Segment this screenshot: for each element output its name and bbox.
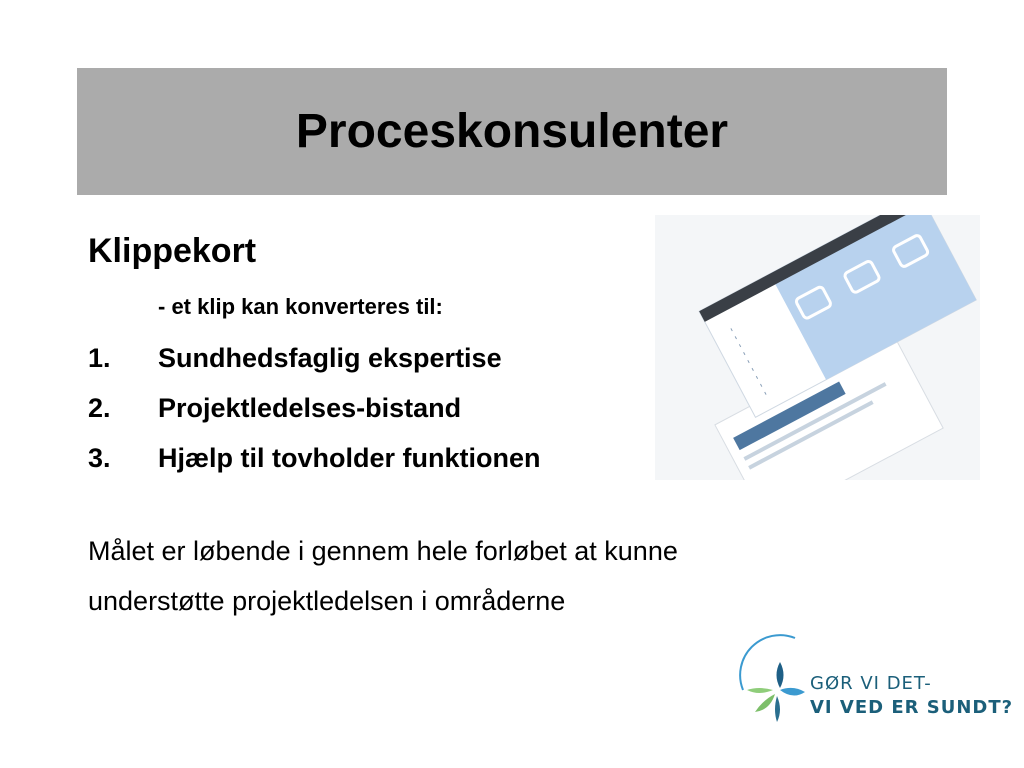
body-paragraph (88, 526, 908, 626)
list-text: Projektledelses-bistand (158, 392, 462, 423)
list-item (88, 333, 540, 383)
option-list (88, 333, 540, 483)
list-text: Hjælp til tovholder funktionen (158, 442, 541, 473)
list-number: 2. (88, 392, 111, 423)
logo-text (810, 672, 1013, 720)
section-subline: - et klip kan konverteres til: (158, 294, 443, 319)
slide-title: Proceskonsulenter (295, 105, 729, 158)
list-number: 3. (88, 442, 111, 473)
paragraph-line-2: understøtte projektledelsen i områderne (88, 586, 566, 616)
section-heading: Klippekort (88, 232, 257, 270)
logo-line-2: VI VED ER SUNDT? (810, 697, 1014, 718)
paragraph-line-1: Målet er løbende i gennem hele forløbet at kunne (88, 536, 678, 566)
logo-line-1: GØR VI DET- (810, 673, 932, 694)
list-item (88, 383, 540, 433)
list-text: Sundhedsfaglig ekspertise (158, 342, 502, 373)
list-number: 1. (88, 342, 111, 373)
title-bar (77, 68, 947, 195)
list-item (88, 433, 540, 483)
punch-card-image (655, 215, 980, 480)
